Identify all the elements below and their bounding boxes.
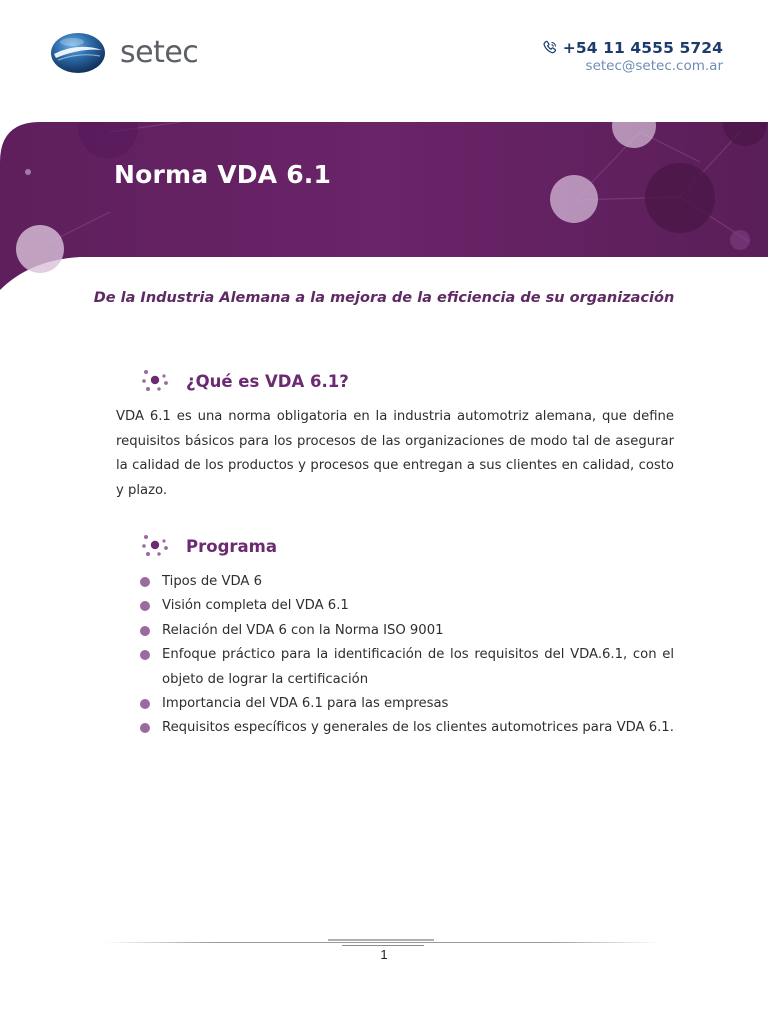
section-title: Programa — [186, 536, 277, 556]
list-item — [140, 619, 674, 643]
phone-icon — [541, 39, 559, 57]
logo-mark-icon — [50, 32, 106, 74]
section-heading-que-es — [140, 368, 349, 394]
logo-text: setec — [120, 35, 199, 70]
subtitle: De la Industria Alemana a la mejora de la eficiencia de su organización — [93, 290, 675, 306]
setec-logo[interactable] — [50, 32, 198, 74]
bullet-icon — [140, 650, 150, 660]
bullet-icon — [140, 577, 150, 587]
bullet-icon — [140, 723, 150, 733]
footer-mark-secondary — [342, 945, 424, 946]
phone-number: +54 11 4555 5724 — [562, 39, 723, 57]
list-item — [140, 716, 674, 740]
page-header — [0, 0, 768, 118]
page-number: 1 — [380, 947, 388, 962]
phone-row[interactable] — [541, 39, 723, 57]
email-link[interactable]: setec@setec.com.ar — [585, 58, 723, 74]
section-paragraph: VDA 6.1 es una norma obligatoria en la industria automotriz alemana, que define requisitos básicos para los procesos de las organizaciones de modo tal de asegurar la calidad de los productos y procesos que entregan a sus clientes en calidad, costo y plazo. — [116, 409, 674, 498]
section-title: ¿Qué es VDA 6.1? — [186, 371, 349, 391]
bullet-icon — [140, 626, 150, 636]
list-item — [140, 643, 674, 692]
section-heading-programa — [140, 533, 277, 559]
list-item-text: Enfoque práctico para la identificación de los requisitos del VDA.6.1, con el objeto de lograr la certificación — [162, 647, 674, 687]
list-item — [140, 594, 674, 618]
program-list — [140, 570, 674, 741]
banner-background — [0, 122, 768, 290]
page-title: Norma VDA 6.1 — [114, 160, 332, 189]
list-item — [140, 692, 674, 716]
list-item-text: Tipos de VDA 6 — [162, 574, 263, 589]
list-item-text: Relación del VDA 6 con la Norma ISO 9001 — [162, 622, 444, 638]
list-item — [140, 570, 674, 594]
bullet-icon — [140, 699, 150, 709]
footer-mark — [328, 939, 434, 941]
footer-divider — [104, 942, 660, 943]
bullet-icon — [140, 601, 150, 611]
molecule-icon — [140, 368, 170, 394]
list-item-text: Requisitos específicos y generales de los clientes automotrices para VDA 6.1. — [162, 720, 674, 736]
contact-info — [541, 39, 723, 74]
title-banner — [0, 122, 768, 290]
list-item-text: Importancia del VDA 6.1 para las empresas — [162, 696, 449, 712]
list-item-text: Visión completa del VDA 6.1 — [162, 598, 349, 614]
molecule-icon — [140, 533, 170, 559]
